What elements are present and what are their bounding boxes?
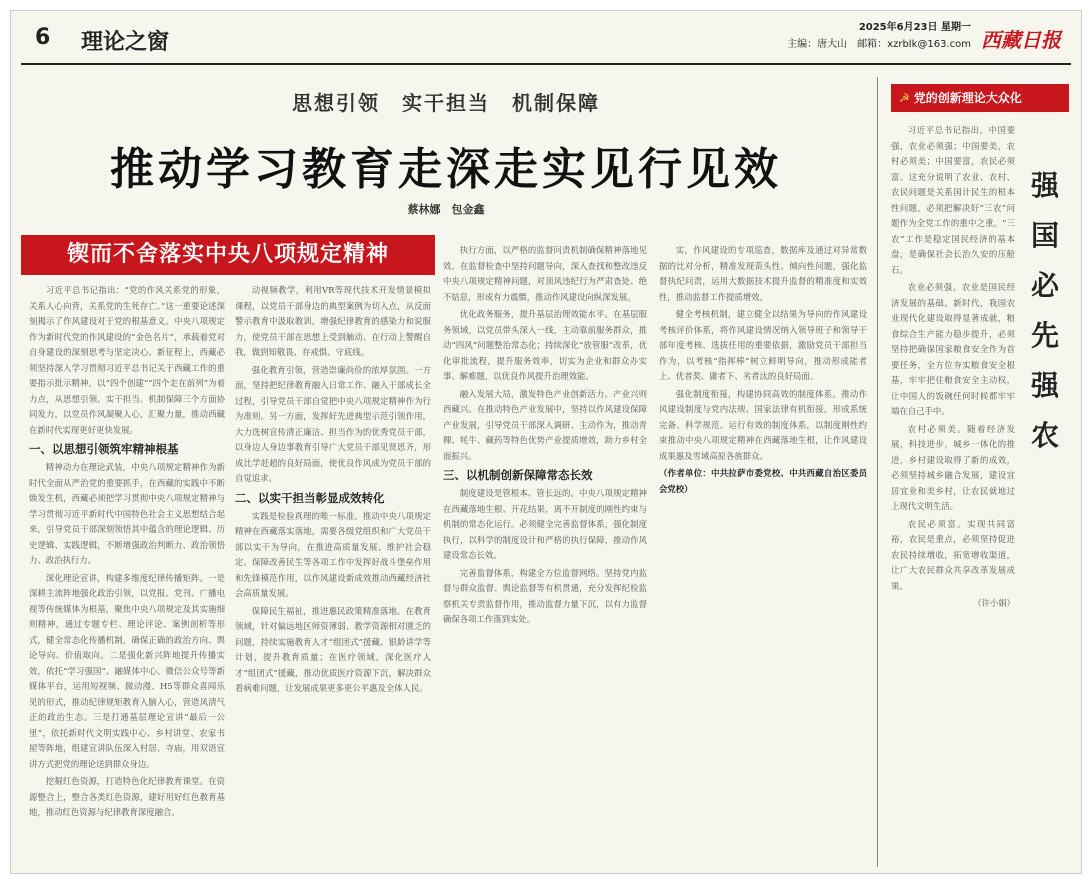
section-title: 理论之窗 [81,30,170,55]
paragraph: 优化政务服务，提升基层治理效能水平。在基层服务领域，以党员带头深入一线，主动靠前服务群众，推动“四风”问题整治常态化；持续深化“放管服”改革，优化审批流程，提升服务效率，切实为企业和群众办实事、解难题，以优良作风提升治理效能。 [443,309,647,381]
paragraph: 农村必须美。随着经济发展，科技进步，城乡一体化的推进，乡村建设取得了新的成效，必须坚持城乡融合发展，建设宜居宜业和美乡村，让农民就地过上现代文明生活。 [891,423,1015,511]
sidebar-title-char: 强 [1030,369,1059,402]
author-affiliation: （作者单位：中共拉萨市委党校、中共西藏自治区委员会党校） [659,468,867,494]
sidebar-tag [891,84,1069,112]
date-line: 2025年6月23日 星期一 [858,22,971,33]
article-column-3 [443,243,647,868]
paragraph: 动视频教学，利用VR等现代技术开发情景模拟课程，以党员干部身边的典型案例为切入点，从反面警示教育中汲取教训，增强纪律教育的感染力和说服力，使党员干部在思想上受到触动、在行动上警醒自我，做到知敬畏、存戒惧、守底线。 [235,285,431,357]
paragraph: 习近平总书记指出：“党的作风关系党的形象，关系人心向背，关系党的生死存亡。”这一重要论述深刻揭示了作风建设对于党的根基意义。中央八项规定作为新时代党的作风建设的“金色名片”，承载着党对自身建设的深刻思考与坚定决心。新征程上，西藏必须坚持深入学习贯彻习近平总书记关于西藏工作的重要指示批示精神，以“四个创建”“四个走在前列”为着力点，从思想引领、实干担当、机制保障三个方面协同发力，以党员作风凝聚人心，汇聚力量，推动西藏在新时代实现更好更快发展。 [29,285,225,435]
article-headline: 推动学习教育走深走实见行见效 [110,144,782,195]
sidebar-title-char: 农 [1030,419,1059,452]
subheading: 二、以实干担当彰显成效转化 [235,490,385,505]
paragraph: 强化制度衔接，构建协同高效的制度体系。推动作风建设制度与党内法规、国家法律有机衔接，形成系统完备、科学规范、运行有效的制度体系，以制度刚性约束推动中央八项规定精神在西藏落地生根，让作风建设成果惠及雪域高原各族群众。 [659,388,867,461]
sidebar-author: （许小娟） [973,598,1015,608]
article-column-4 [659,243,867,868]
paragraph: 强化教育引领，营造崇廉尚俭的浓厚氛围。一方面，坚持把纪律教育融入日常工作、融入干部成长全过程，引导党员干部自觉把中央八项规定精神作为行为准则。另一方面，发挥好先进典型示范引领作用，大力选树宣传清正廉洁、担当作为的优秀党员干部，以身边人身边事教育引导广大党员干部见贤思齐，形成比学赶超的良好局面，使优良作风成为党员干部的自觉追求。 [235,364,431,483]
paragraph: 制度建设是管根本、管长远的。中央八项规定精神在西藏落地生根、开花结果，离不开制度的刚性约束与机制的常态化运行。必须健全完善监督体系，强化制度执行，以科学的制度设计和严格的执行保障，推动作风建设常态长效。 [443,488,647,560]
paragraph: 保障民生福祉，推进惠民政策精准落地。在教育领域，针对偏远地区师资薄弱、教学资源相对匮乏的问题，持续实施教育人才“组团式”援藏、银龄讲学等计划，提升教育质量；在医疗领域，深化医疗人才“组团式”援藏，推动优质医疗资源下沉，解决群众看病难问题，让发展成果更多更公平惠及全体人民。 [235,605,431,693]
article-column-2 [235,283,431,868]
paragraph: 精神动力在理论武装，中央八项规定精神作为新时代全面从严治党的重要抓手，在西藏的实践中不断焕发生机，西藏必须把学习贯彻中央八项规定精神与学习贯彻习近平新时代中国特色社会主义思想结合起来，引导党员干部深刻领悟其中蕴含的理论逻辑、历史逻辑、实践逻辑，不断增强政治判断力、政治领悟力、政治执行力。 [29,462,225,565]
section-banner: 锲而不舍落实中央八项规定精神 [21,235,435,275]
newspaper-page [10,10,1082,874]
paragraph: 农民必须富。实现共同富裕，农民是重点，必须坚持促进农民持续增收，拓宽增收渠道，让广大农民群众共享改革发展成果。 [891,518,1015,591]
masthead-text: 西藏日报 [981,28,1061,52]
paragraph: 挖掘红色资源，打造特色化纪律教育课堂。在资源整合上，整合各类红色资源，建好用好红色教育基地，推动红色资源与纪律教育深度融合。 [29,776,225,817]
column-divider [877,77,878,867]
paragraph: 健全考核机制，建立健全以结果为导向的作风建设考核评价体系，将作风建设情况纳入领导班子和领导干部年度考核、选拔任用的重要依据，激励党员干部担当作为，以考核“指挥棒”树立鲜明导向，推动形成能者上、优者奖、庸者下、劣者汰的良好局面。 [659,309,867,381]
header-info [787,19,971,53]
sidebar-title-char: 先 [1030,319,1059,352]
paragraph: 完善监督体系，构建全方位监督网络。坚持党内监督与群众监督、舆论监督等有机贯通，充分发挥纪检监察机关专责监督作用，推动监督力量下沉，以有力监督确保各项工作落到实处。 [443,567,647,624]
paragraph: 融入发展大局，激发特色产业创新活力。产业兴则西藏兴。在推动特色产业发展中，坚持以作风建设保障产业发展，引导党员干部深入调研、主动作为，推动青稞、牦牛、藏药等特色优势产业提质增效，助力乡村全面振兴。 [443,388,647,461]
paragraph: 实，作风建设的专项巡查，数据库及通过对异常数据的比对分析，精准发现苗头性、倾向性问题，强化监督执纪问责，运用大数据技术提升监督的精准度和实效性，推动监督工作提质增效。 [659,245,867,302]
article-byline: 蔡林娜 包金鑫 [407,203,485,216]
subheading: 一、以思想引领筑牢精神根基 [29,442,179,456]
paragraph: 深化理论宣讲，构建多维度纪律传播矩阵。一是深耕主流阵地强化政治引领，以党报、党刊、广播电视等传统媒体为根基，聚焦中央八项规定及其实施细则精神，通过专题专栏、理论评论、案例剖析等形式，健全常态化传播机制，确保正确的政治方向、舆论导向、价值取向。二是强化新兴阵地提升传播实效，依托“学习强国”、融媒体中心、微信公众号等新媒体平台，运用短视频、微动漫、H5等群众喜闻乐见的形式，推动纪律规矩教育入脑入心，营造风清气正的政治生态。三是打通基层理论宣讲“最后一公里”，依托新时代文明实践中心、乡村讲堂、农家书屋等阵地，组建宣讲队伍深入村居、寺庙，用双语宣讲方式把党的理论送到群众身边。 [29,572,225,769]
paragraph: 农业必须强。农业是国民经济发展的基础。新时代，我国农业现代化建设取得显著成就，粮食综合生产能力稳步提升，必须坚持把确保国家粮食安全作为首要任务，全方位夯实粮食安全根基，牢牢把住粮食安全主动权，让中国人的饭碗任何时候都牢牢端在自己手中。 [891,282,1015,416]
article-column-1 [29,283,225,868]
sidebar-title [1021,161,1069,461]
masthead-logo [975,23,1067,55]
sidebar-title-char: 国 [1030,219,1059,252]
editor-line: 主编：唐大山 邮箱：xzrblk@163.com [787,39,971,50]
sidebar-tag-label: 党的创新理论大众化 [913,91,1022,105]
sidebar-title-char: 必 [1030,269,1059,302]
paragraph: 实践是检验真理的唯一标准。推动中央八项规定精神在西藏落实落地，需要各级党组织和广大党员干部以实干为导向，在推进高质量发展、维护社会稳定、保障改善民生等各项工作中发挥好战斗堡垒作用和先锋模范作用，以作风建设新成效推动西藏经济社会高质量发展。 [235,510,431,598]
paragraph: 习近平总书记指出，中国要强，农业必须强；中国要美，农村必须美；中国要富，农民必须富。这充分说明了农业、农村、农民问题是关系国计民生的根本性问题，必须把解决好“三农”问题作为全党工作的重中之重。“三农”工作是稳定国民经济的基本盘，是确保社会长治久安的压舱石。 [891,125,1015,275]
article-kicker: 思想引领 实干担当 机制保障 [292,91,600,115]
header-rule [21,63,1071,65]
sidebar-title-char: 强 [1030,169,1059,202]
subheading: 三、以机制创新保障常态长效 [443,468,593,482]
page-number: 6 [35,25,51,50]
sidebar-column [891,123,1015,868]
party-emblem-icon: ☭ [899,91,910,105]
paragraph: 执行方面，以严格的监督问责机制确保精神落地见效。在监督检查中坚持问题导向，深入查找和整改违反中央八项规定精神问题，对顶风违纪行为严肃查处、绝不姑息，形成有力震慑，推动作风建设向纵深发展。 [443,245,647,302]
